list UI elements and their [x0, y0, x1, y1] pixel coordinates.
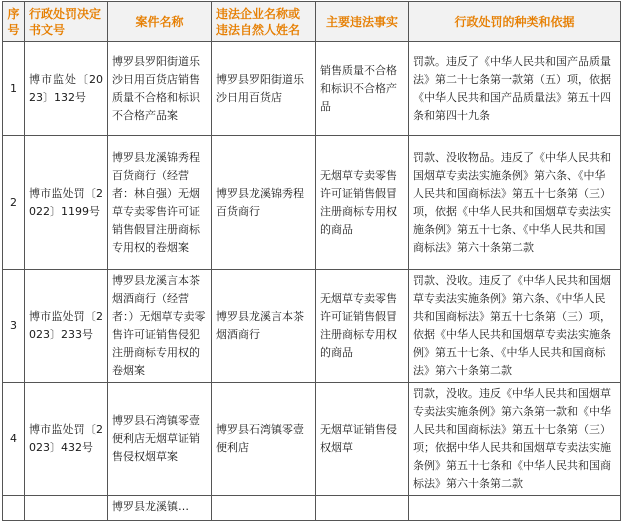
row-seq: 1: [3, 42, 25, 136]
row-seq: 2: [3, 136, 25, 270]
header-facts: 主要违法事实: [316, 2, 409, 42]
row-penalty: 罚款，没收。违反《中华人民共和国烟草专卖法实施条例》第六条第一款和《中华人民共和国商标法》第五十七条第（三）项；依据中华人民共和国烟草专卖法实施条例》第五十七条和《中华人民共和国商标法》第六十条第二款: [409, 383, 621, 496]
header-party: 违法企业名称或违法自然人姓名: [212, 2, 316, 42]
row-penalty: 罚款。违反了《中华人民共和国产品质量法》第二十七条第一款第（五）项，依据《中华人民共和国产品质量法》第五十四条和第四十九条: [409, 42, 621, 136]
row-doc-no: 博市监处〔2023〕132号: [25, 42, 108, 136]
row-party: [212, 496, 316, 521]
row-seq: [3, 496, 25, 521]
row-facts: 无烟草专卖零售许可证销售假冒注册商标专用权的商品: [316, 136, 409, 270]
row-party: 博罗县石湾镇零壹便利店: [212, 383, 316, 496]
row-case-name: 博罗县龙溪言本茶烟酒商行（经营者：）无烟草专卖零售许可证销售侵犯注册商标专用权的卷烟案: [108, 270, 212, 383]
row-doc-no: [25, 496, 108, 521]
header-penalty: 行政处罚的种类和依据: [409, 2, 621, 42]
row-doc-no: 博市监处罚〔2023〕233号: [25, 270, 108, 383]
row-seq: 3: [3, 270, 25, 383]
row-facts: [316, 496, 409, 521]
row-facts: 无烟草证销售侵权烟草: [316, 383, 409, 496]
header-row: [3, 2, 621, 42]
header-seq: 序号: [3, 2, 25, 42]
table-row: [3, 270, 621, 383]
row-penalty: 罚款、没收。违反了《中华人民共和国烟草专卖法实施条例》第六条、《中华人民共和国商标法》第五十七条第（三）项，依据《中华人民共和国烟草专卖法实施条例》第五十七条、《中华人民共和国商标法》第六十条第二款: [409, 270, 621, 383]
row-party: 博罗县龙溪言本茶烟酒商行: [212, 270, 316, 383]
row-case-name: 博罗县石湾镇零壹便利店无烟草证销售侵权烟草案: [108, 383, 212, 496]
row-case-name: 博罗县龙溪锦秀程百货商行（经营者：林自强）无烟草专卖零售许可证销售假冒注册商标专用权的卷烟案: [108, 136, 212, 270]
penalty-table: [2, 1, 621, 521]
row-case-name: [108, 496, 212, 521]
table-row: [3, 383, 621, 496]
row-case-name-text: 博罗县龙溪镇…: [112, 500, 189, 513]
row-party: 博罗县龙溪锦秀程百货商行: [212, 136, 316, 270]
row-doc-no: 博市监处罚〔2022〕1199号: [25, 136, 108, 270]
row-seq: 4: [3, 383, 25, 496]
table-row: [3, 136, 621, 270]
row-facts: 销售质量不合格和标识不合格产品: [316, 42, 409, 136]
row-facts: 无烟草专卖零售许可证销售假冒注册商标专用权的商品: [316, 270, 409, 383]
header-doc-no: 行政处罚决定书文号: [25, 2, 108, 42]
table-row: [3, 496, 621, 521]
row-doc-no: 博市监处罚〔2023〕432号: [25, 383, 108, 496]
row-penalty: 罚款、没收物品。违反了《中华人民共和国烟草专卖法实施条例》第六条、《中华人民共和国商标法》第五十七条第（三）项，依据《中华人民共和国烟草专卖法实施条例》第五十七条、《中华人民共和国商标法》第六十条第二款: [409, 136, 621, 270]
header-case-name: 案件名称: [108, 2, 212, 42]
row-penalty: [409, 496, 621, 521]
table-row: [3, 42, 621, 136]
row-case-name: 博罗县罗阳街道乐沙日用百货店销售质量不合格和标识不合格产品案: [108, 42, 212, 136]
row-party: 博罗县罗阳街道乐沙日用百货店: [212, 42, 316, 136]
